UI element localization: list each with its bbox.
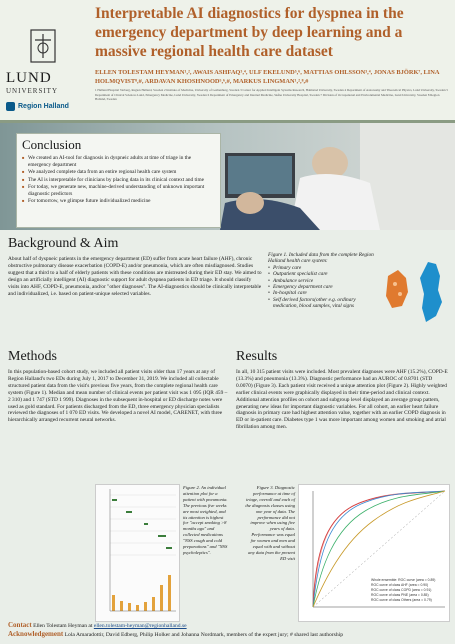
acknowledgement-text: Lola Amaradottir, David Edberg, Philip Holker and Johanna Nordmark, members of the expert jury; # shared last authorship [64,631,343,638]
results-text: In all, 10 315 patient visits were included. Most prevalent diagnoses were AHF (15.2%), COPD-E (13.3%) and pneumonia (13.3%). Diagnostic performance had an AUROC of 0.8701 (STD 0.0070) (Figure 3). Each patient visit received a unique attention plot (Figure 2). Highly weighted earlier clinical events were graphically displayed in their time-period and clinical context. Additional attention profiles on cohort and subgroup level displayed an average group pattern, generating new ideas for important diagnostic variables. For all cohort, an earlier heart failure diagnosis in primary care had highest attention value, together with an earlier COPD diagnosis in ED or in-patient care. Diabetes type 1 was more important among women and smoking and atrial fibrillation among men. [236,369,448,431]
region-halland-logo [6,102,69,111]
region-halland-text: Region Halland [18,103,69,110]
conclusion-item: ■ For tomorrow, we glimpse future individualized medicine [22,198,215,205]
conclusion-heading: Conclusion [22,137,82,152]
methods-heading: Methods [8,349,57,364]
methods-text: In this population-based cohort study, we included all patient visits older than 17 years at any of Region Halland's two EDs during July 1, 2017 to December 31, 2019. We included all collectable structured patient data from the visit's previous five years, from the complete regional health care system (Figure 1). Median and mean number of clinical events per patient visit was 1 095 (IQR 459 – 2 310) and 1 747 (STD 1 999). Diagnoses in the subsequent in-hospital or ED discharge notes were used as gold standard. For patients discharged from the ED, three emergency physician specialists reviewed the diagnoses of 1 070 ED visits. We developed a novel AI model, CARENET, with three hierarchically arranged recurrent neural networks. [8,369,228,424]
figure1-item: • Outpatient specialist care [268,271,380,277]
logo-block [4,22,86,114]
figure2-attention-plot [95,484,180,622]
figure1-item: • Emergency department care [268,284,380,290]
contact-label: Contact [8,621,32,629]
figure3-caption: Figure 3. Diagnostic performance at time of triage, overall and each of the diagnosis classes using one year of data. The performance did not improve when using five years of data. Performance was equal for women and men and equal with and without any data from the present ED visit [245,485,295,561]
poster-header [0,0,455,120]
region-halland-map-shape [386,270,408,308]
contact-email-link[interactable]: ellen.tolestam-heyman@regionhalland.se [93,623,187,629]
figure2-chart [96,485,179,621]
roc-legend-item: ROC curve of class AHF (area = 0.90) [371,583,429,587]
roc-legend-item: ROC curve of class Others (area = 0.79) [371,598,432,602]
university-logo-text: UNIVERSITY [6,87,58,95]
figure1-item: • In-hospital care [268,290,380,296]
contact-line [8,622,453,631]
figure2-caption: Figure 2. An individual attention plot for a patient with pneumonia. The previous five weeks are most weighted, and its attention is highest for "accept smoking >8 months ago" and collected medications "NSS cough and cold preparations" and "NSS psycholeptics". [183,485,228,555]
background-text: About half of dyspneic patients in the emergency department (ED) suffer from acute heart failure (AHF), chronic obstructive pulmonary disease exacerbation (COPD-E) and/or pneumonia, which are often misdiagnosed. Studies suggest that a third to a half of elderly patients with these conditions are mistreated during their ED stay. We aimed to design an artificially intelligent (AI) diagnostic support for adult dyspnea patients in ED triage. It should classify visits into AHF, COPD-E, pneumonia, and/or "other diagnoses". The AI-diagnostics should be clinically interpretable and individualized, i.e. based on patient-unique selected variables. [8,256,262,297]
roc-legend-item: ROC curve of class PNE (area = 0.85) [371,593,429,597]
figure1-caption: Figure 1. Included data from the complete Region Halland health care system: [268,252,374,265]
figure1-list [268,265,380,310]
poster-title: Interpretable AI diagnostics for dyspnea in the emergency department by deep learning and a massive regional health care dataset [95,5,404,60]
conclusion-item: ■ We analyzed complete data from an entire regional health care system [22,169,215,176]
roc-legend-item: Whole ensemble: ROC curve (area = 0.89) [371,578,436,582]
figure1-item: • Self derived factors(other e.g. ordinary medication, blood samples, vital signs [268,297,380,310]
acknowledgement-line [8,631,453,640]
lund-seal-icon [26,28,60,68]
region-maps [380,258,450,328]
acknowledgement-label: Acknowledgement [8,629,64,638]
background-heading: Background & Aim [8,236,119,251]
conclusion-item: ■ The AI is interpretable for clinicians by placing data in its clinical context and time [22,177,215,184]
figure3-roc-plot [298,484,450,622]
authors: ELLEN TOLESTAM HEYMAN¹,², AWAIS ASHFAQ³,⁴, ULF EKELUND⁵,⁶, MATTIAS OHLSSON³,⁴, JONAS BJÖRK⁷, LINA HOLMQVIST⁸,#, ARDAVAN KHOSHNOOD⁵,⁶,#, MARKUS LINGMAN¹,²,⁸,# [95,69,440,85]
affiliations: 1 Halland Hospital Varberg, Region Halland, Sweden 2 Institute of Medicine, University of Gothenburg, Sweden 3 Center for Applied Intelligent Systems Research, Halmstad University, Sweden 4 Department of Astronomy and Theoretical Physics, Lund University, Sweden 5 Department of Clinical Sciences Lund, Emergency Medicine, Lund University, Sweden 6 Department of Emergency and Internal Medicine, Skåne University Hospital, Sweden 7 Division of Occupational and Environmental Medicine, Lund University, Sweden 8 Region Halland, Sweden [95,88,449,101]
sweden-map-shape [420,262,442,322]
roc-legend-item: ROC curve of class COPD (area = 0.91) [371,588,432,592]
figure1-item: • Ambulance service [268,278,380,284]
footer [8,622,453,639]
conclusion-item: ■ We created an AI-tool for diagnosis in dyspneic adults at time of triage in the emergency department [22,155,215,168]
conclusion-list [22,155,215,205]
figure3-chart [299,485,449,621]
region-halland-mark-icon [6,102,15,111]
results-heading: Results [236,349,278,364]
contact-text: Ellen Tolestam Heyman at [33,623,93,629]
conclusion-box [16,133,221,228]
lund-logo-text: LUND [6,70,52,86]
conclusion-item: ■ For today, we generate new, machine-derived understanding of unknown important diagnostic predictors [22,184,215,197]
figure1-item: • Primary care [268,265,380,271]
